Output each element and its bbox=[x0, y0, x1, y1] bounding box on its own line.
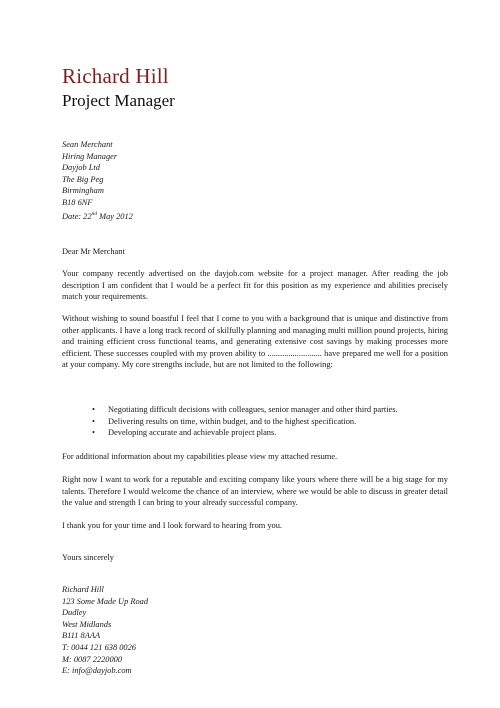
paragraph-resume: For additional information about my capabilities please view my attached resume. bbox=[62, 452, 338, 461]
list-item bbox=[92, 427, 442, 439]
recipient-line: The Big Peg bbox=[62, 174, 104, 184]
list-item bbox=[92, 404, 442, 416]
signature-line: 123 Some Made Up Road bbox=[62, 596, 149, 606]
list-item bbox=[92, 416, 442, 428]
letter-date bbox=[62, 211, 133, 221]
list-item-text: Negotiating difficult decisions with colleagues, senior manager and other third parties. bbox=[108, 405, 398, 414]
signature-line: T: 0044 121 638 0026 bbox=[62, 642, 136, 652]
date-rest: May 2012 bbox=[97, 211, 133, 221]
recipient-line: Sean Merchant bbox=[62, 140, 113, 149]
recipient-line: B18 6NF bbox=[62, 197, 93, 207]
signature-line: M: 0087 2220000 bbox=[62, 654, 123, 664]
paragraph-interest: Right now I want to work for a reputable and exciting company like yours where there will be a big stage for my talents. Therefore I would welcome the chance of an interview, where we would be able to discuss in greater detail the value and strength I can bring to your already successful company. bbox=[62, 475, 448, 507]
recipient-line: Dayjob Ltd bbox=[62, 163, 100, 173]
paragraph-intro: Your company recently advertised on the dayjob.com website for a project manager. After reading the job description I am confident that I would be a perfect fit for this position as my experience and abilities precisely match your requirements. bbox=[62, 269, 448, 301]
recipient-line: Hiring Manager bbox=[62, 151, 118, 161]
signature-line: B111 8AAA bbox=[62, 631, 101, 641]
recipient-line: Birmingham bbox=[62, 186, 104, 196]
closing: Yours sincerely bbox=[62, 553, 114, 562]
signature-line: E: info@dayjob.com bbox=[62, 666, 132, 676]
applicant-name: Richard Hill bbox=[62, 64, 169, 88]
signature-block bbox=[62, 584, 148, 677]
list-item-text: Developing accurate and achievable project plans. bbox=[108, 428, 277, 437]
date-prefix: Date: 22 bbox=[62, 211, 92, 221]
signature-line: West Midlands bbox=[62, 619, 112, 629]
signature-line: Dudley bbox=[62, 608, 87, 618]
bullet-icon: • bbox=[92, 416, 95, 426]
date-suffix: nd bbox=[91, 211, 98, 217]
signature-line: Richard Hill bbox=[62, 585, 104, 594]
bullet-icon: • bbox=[92, 405, 95, 414]
paragraph-thanks: I thank you for your time and I look forward to hearing from you. bbox=[62, 521, 283, 530]
bullet-icon: • bbox=[92, 428, 95, 437]
strengths-list bbox=[92, 404, 442, 439]
salutation: Dear Mr Merchant bbox=[62, 247, 125, 256]
paragraph-background: Without wishing to sound boastful I feel that I come to you with a background that is unique and distinctive from other applicants. I have a long track record of skilfully planning and managing multi million pound projects, hiring and training efficient cross functional teams, and generating extensive cost savings by making processes more efficient. These successes coupled with my proven ability to .......................... have prepared me well for a position at your company. My core strengths include, but are not limited to the following: bbox=[62, 314, 448, 369]
recipient-address bbox=[62, 139, 117, 209]
list-item-text: Delivering results on time, within budget, and to the highest specification. bbox=[108, 416, 357, 426]
applicant-title: Project Manager bbox=[62, 91, 175, 110]
